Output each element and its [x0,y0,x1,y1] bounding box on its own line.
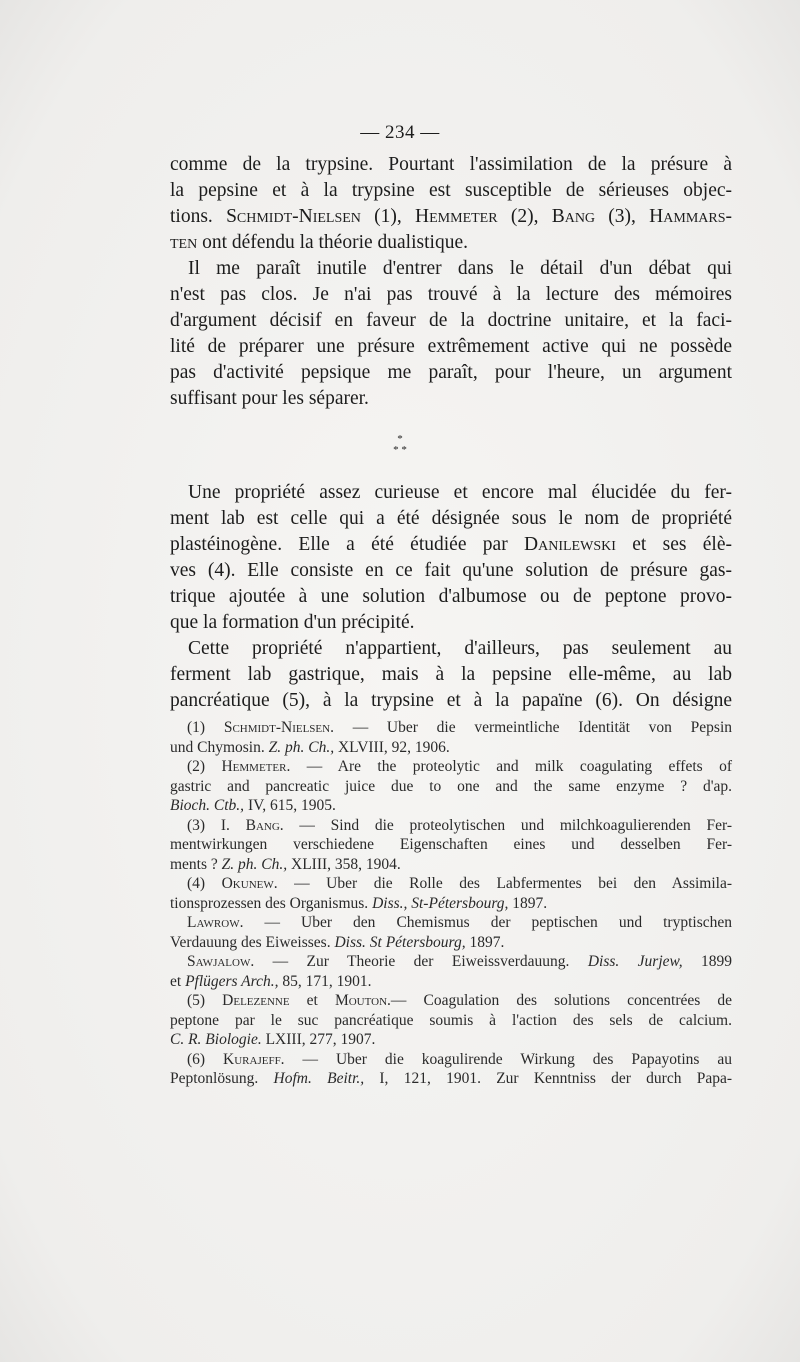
text-line: plastéinogène. Elle a été étudiée par Danilewski et ses élè- [170,534,732,555]
footnote-line: C. R. Biologie. LXIII, 277, 1907. [170,1031,376,1048]
author-name: Okunew. [221,875,278,892]
author-name: Bang. [245,816,284,834]
text-line: Il me paraît inutile d'entrer dans le détail d'un débat qui [188,258,732,279]
footnote-5: (5) Delezenne et Mouton.— Coagulation des solutions concentrées de [187,992,732,1009]
author-name: Schmidt-Nielsen [226,206,361,227]
text-line: ferment lab gastrique, mais à la pepsine elle-même, au lab [170,664,732,685]
text-line: ves (4). Elle consiste en ce fait qu'une solution de présure gas- [170,560,732,581]
text-line: lité de préparer une présure extrêmement active qui ne possède [170,336,732,357]
text-line: ment lab est celle qui a été désignée sous le nom de propriété [170,508,732,529]
footnote-4-lawrow: Lawrow. — Uber den Chemismus der peptischen und tryptischen [187,914,732,931]
author-name: Delezenne [222,992,290,1009]
text-line: d'argument décisif en faveur de la doctrine unitaire, et la faci- [170,310,732,331]
journal-title: Hofm. Beitr., [273,1070,365,1087]
footnotes [170,718,732,1089]
text-line: Cette propriété n'appartient, d'ailleurs, pas seulement au [188,638,732,659]
author-name: Mouton. [334,992,391,1009]
author-name: Bang [551,206,596,227]
text-line: pas d'activité pepsique me paraît, pour l'heure, un argument [170,362,732,383]
text-line: tions. Schmidt-Nielsen (1), Hemmeter (2), Bang (3), Hammars- [170,206,732,227]
asterism-bottom-icon: * * [393,444,407,456]
footnote-line: und Chymosin. Z. ph. Ch., XLVIII, 92, 1906. [170,738,450,756]
author-name: Hammars- [649,206,732,227]
journal-title: Pflügers Arch., [185,972,279,990]
text-line: trique ajoutée à une solution d'albumose ou de peptone provo- [170,586,732,607]
footnote-3: (3) I. Bang. — Sind die proteolytischen und milchkoagulierenden Fer- [187,816,732,834]
journal-title: Diss. Jurjew, [587,953,683,970]
paragraph-3 [170,480,732,636]
text-line: que la formation d'un précipité. [170,612,415,633]
footnote-line: mentwirkungen verschiedene Eigenschaften eines und desselben Fer- [170,836,732,853]
text-line: la pepsine et à la trypsine est susceptible de sérieuses objec- [170,180,732,201]
footnote-2: (2) Hemmeter. — Are the proteolytic and milk coagulating effets of [187,758,732,775]
footnote-line: et Pflügers Arch., 85, 171, 1901. [170,972,372,990]
footnote-line: gastric and pancreatic juice due to one and the same enzyme ? d'ap. [170,777,732,795]
section-separator-asterism [0,434,800,456]
journal-title: C. R. Biologie. [170,1031,262,1048]
footnote-line: Peptonlösung. Hofm. Beitr., I, 121, 1901. Zur Kenntniss der durch Papa- [170,1070,732,1087]
footnote-line: ments ? Z. ph. Ch., XLIII, 358, 1904. [170,855,401,873]
journal-title: Bioch. Ctb., [170,797,245,814]
author-name: Danilewski [524,534,616,555]
footnote-line: peptone par le suc pancréatique soumis à l'action des sels de calcium. [170,1011,732,1029]
footnote-4: (4) Okunew. — Uber die Rolle des Labfermentes bei den Assimila- [187,875,732,892]
text-line: Une propriété assez curieuse et encore mal élucidée du fer- [188,482,732,503]
footnote-4-sawjalow: Sawjalow. — Zur Theorie der Eiweissverdauung. Diss. Jurjew, 1899 [187,953,732,970]
page-number: — 234 — [360,122,440,143]
text-line: pancréatique (5), à la trypsine et à la papaïne (6). On désigne [170,690,732,711]
author-name: ten [170,232,198,253]
journal-title: Diss. St Pétersbourg, [334,933,466,951]
journal-title: Z. ph. Ch., [268,738,335,756]
text-line: comme de la trypsine. Pourtant l'assimilation de la présure à [170,154,732,175]
paragraph-4 [170,636,732,714]
author-name: Schmidt-Nielsen. [223,719,334,736]
footnote-line: Verdauung des Eiweisses. Diss. St Pétersbourg, 1897. [170,933,505,951]
footnote-line: tionsprozessen des Organismus. Diss., St-Pétersbourg, 1897. [170,894,548,912]
author-name: Kurajeff. [223,1050,285,1068]
journal-title: Diss., St-Pétersbourg, [372,894,509,912]
author-name: Hemmeter [415,206,498,227]
journal-title: Z. ph. Ch., [221,855,288,873]
text-line: suffisant pour les séparer. [170,388,369,409]
paragraph-1 [170,152,732,256]
asterism-top-icon: * [397,433,403,445]
footnote-6: (6) Kurajeff. — Uber die koagulirende Wirkung des Papayotins au [187,1050,732,1068]
text-line: ten ont défendu la théorie dualistique. [170,232,468,253]
text-line: n'est pas clos. Je n'ai pas trouvé à la lecture des mémoires [170,284,732,305]
paragraph-2 [170,256,732,412]
author-name: Sawjalow. [187,953,255,970]
author-name: Hemmeter. [221,758,291,775]
footnote-line: Bioch. Ctb., IV, 615, 1905. [170,797,336,814]
footnote-1: (1) Schmidt-Nielsen. — Uber die vermeintliche Identität von Pepsin [187,719,733,736]
author-name: Lawrow. [187,914,244,931]
